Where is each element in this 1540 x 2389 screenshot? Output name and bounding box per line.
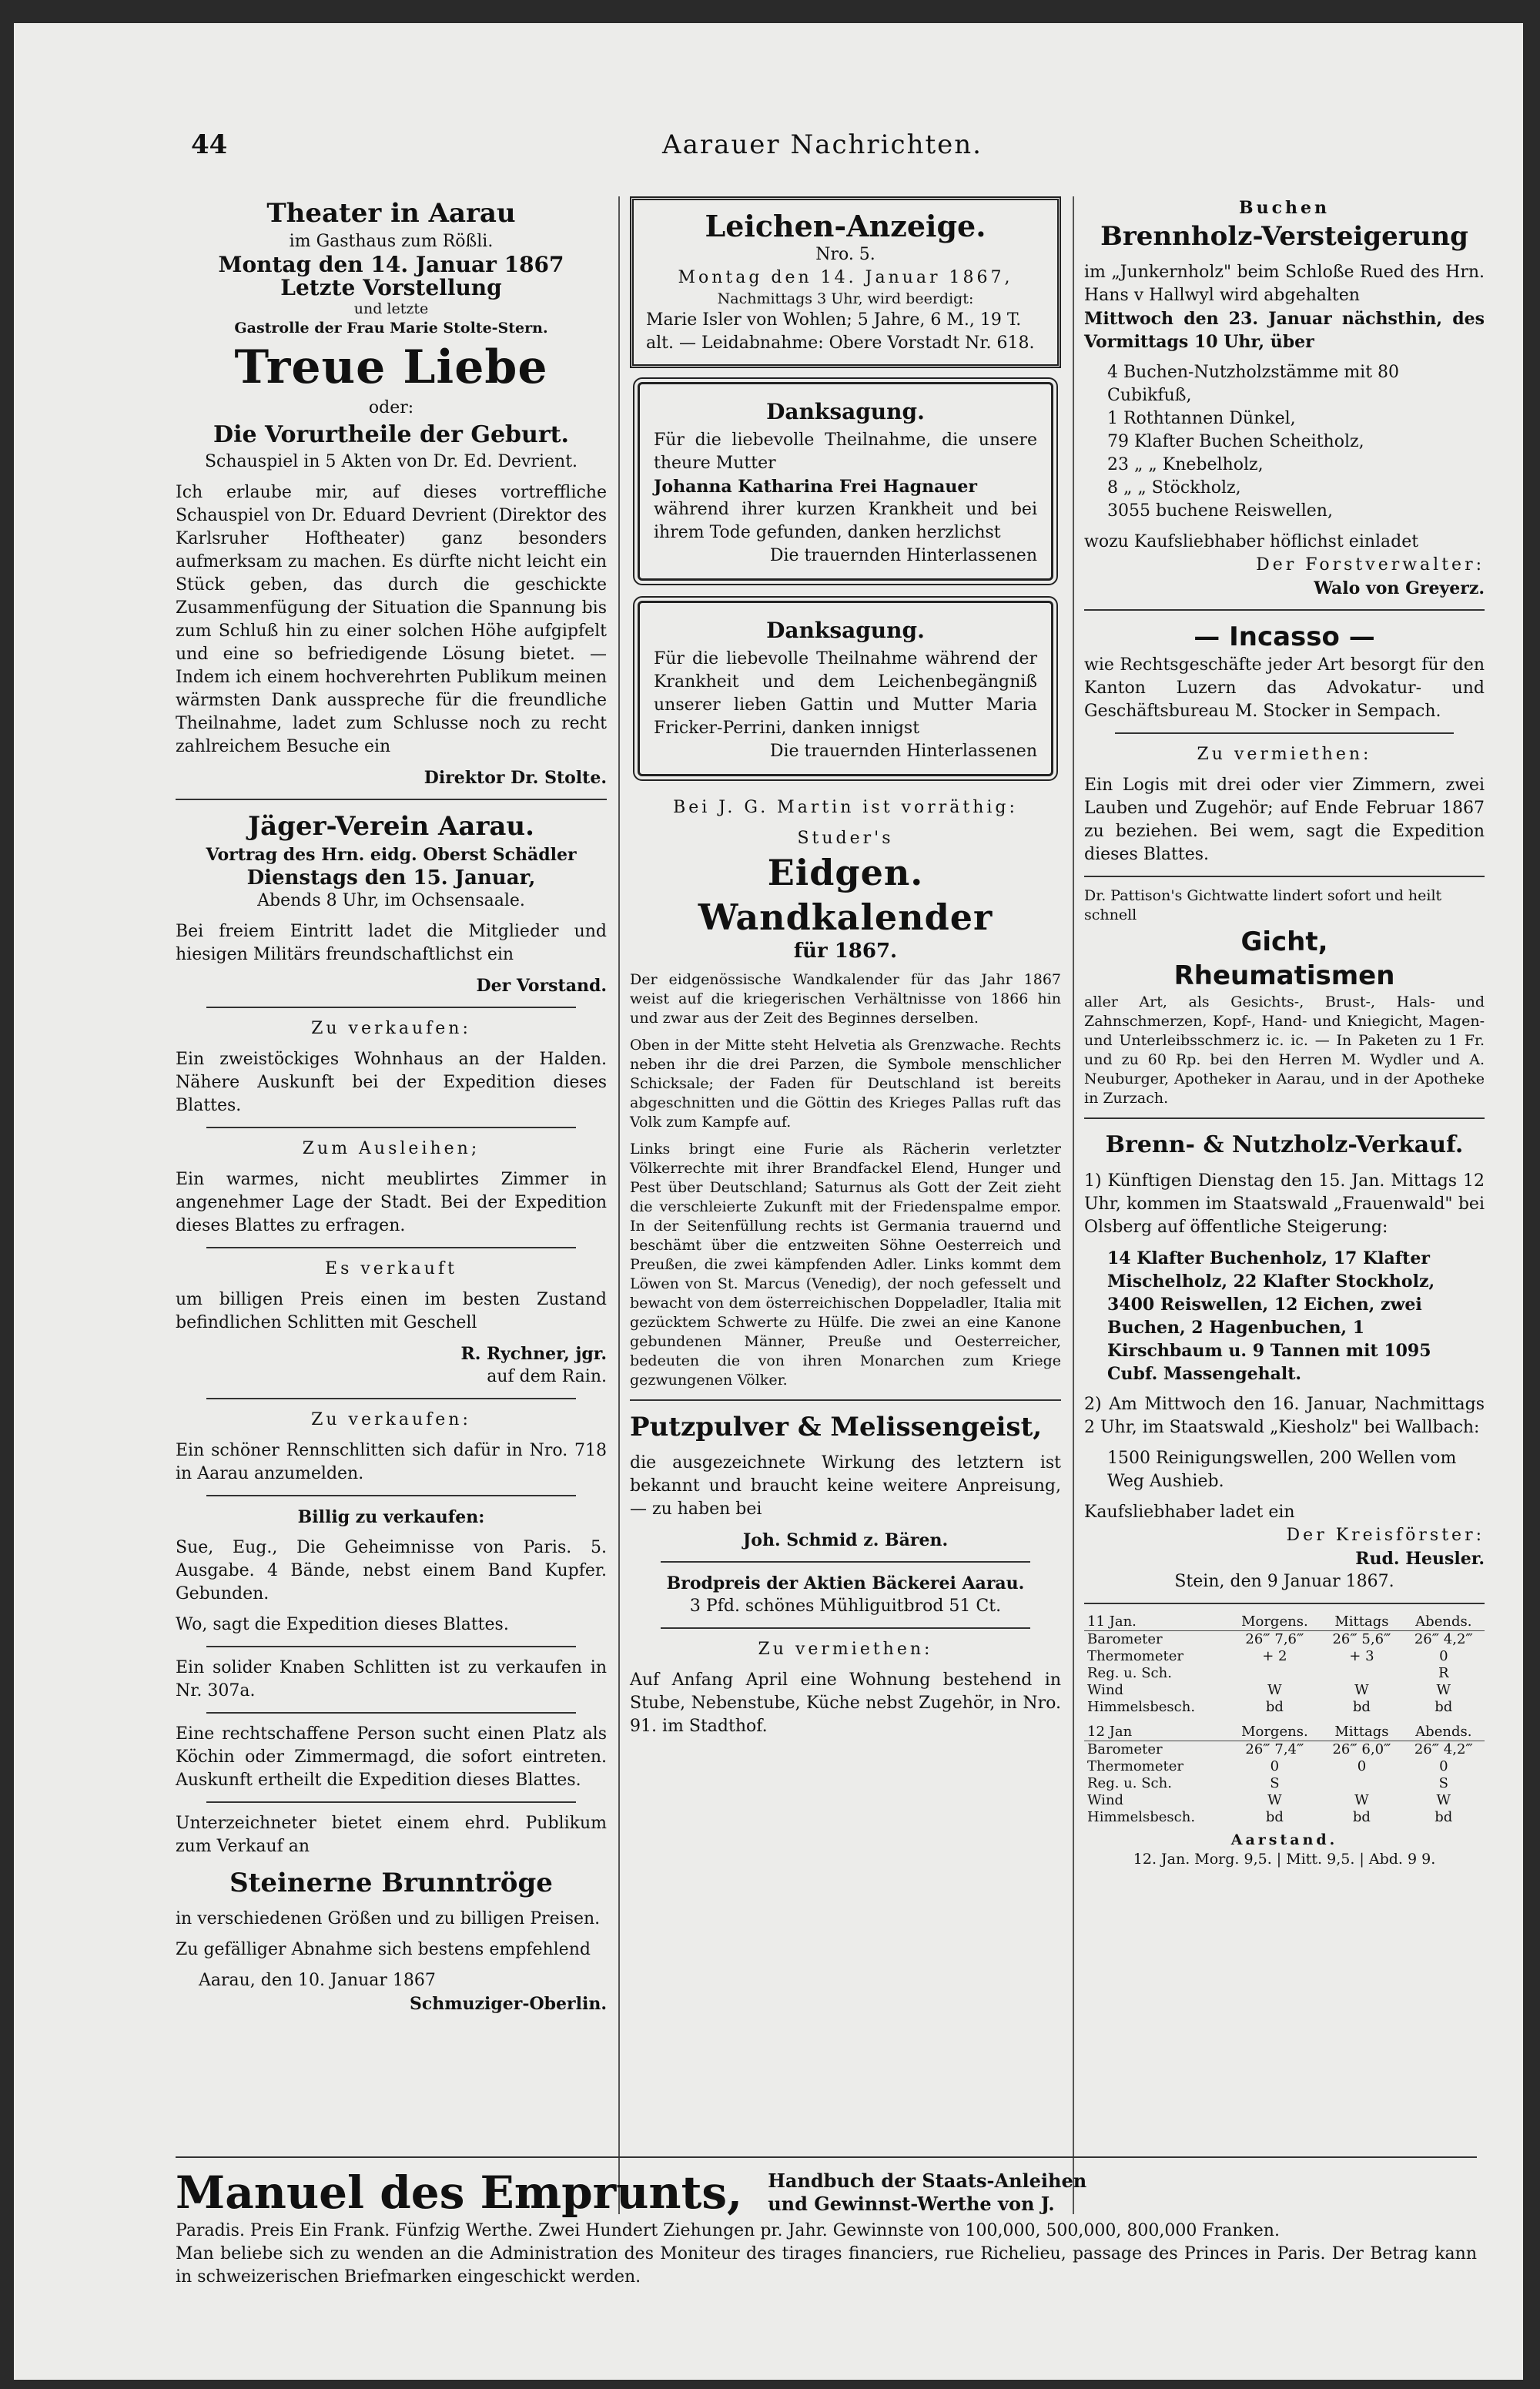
weather-value: 26‴ 6,0‴ [1332,1741,1391,1757]
sale3-text: Ein schöner Rennschlitten sich dafür in Nro. 718 in Aarau anzumelden. [176,1441,607,1483]
bread-heading: Brodpreis der Aktien Bäckerei Aarau. [666,1573,1025,1593]
sale4-where: Wo, sagt die Expedition dieses Blattes. [176,1615,509,1634]
page-header [168,123,1477,169]
calendar-text-1: Der eidgenössische Wandkalender für das Jahr 1867 weist auf die kriegerischen Verhältnisse von 1866 hin und zwar aus der Zeit des Beginnes derselben. [630,971,1061,1027]
thanks2-text: Für die liebevolle Theilnahme während der Krankheit und dem Leichenbegängniß unserer lieben Gattin und Mutter Maria Fricker-Perrini, danken innigst [654,649,1037,738]
rent-text: Auf Anfang April eine Wohnung bestehend in Stube, Nebenstube, Küche nebst Zugehör, in Nro. 91. im Stadthof. [630,1670,1061,1736]
weather-row [1084,1682,1485,1699]
weather-row [1084,1741,1485,1759]
theater-title: Theater in Aarau [266,198,516,229]
theater-signature: Direktor Dr. Stolte. [424,768,607,788]
thanks1-text-2: während ihrer kurzen Krankheit und bei ihrem Tode gefunden, danken herzlichst [654,500,1037,542]
death-notice [630,196,1061,368]
weather-value: bd [1352,1809,1371,1825]
calendar-text-2: Oben in der Mitte steht Helvetia als Grenzwache. Rechts neben ihr die drei Parzen, die Symbole menschlicher Schicksale; der Faden für Deutschland ist bereits abgeschnitten und die Göttin des Krieges Pallas ruft das Volk zum Kampfe auf. [630,1037,1061,1131]
weather-label: Reg. u. Sch. [1087,1665,1172,1681]
weather-value: W [1267,1682,1282,1698]
weather-col-head: Abends. [1415,1724,1472,1740]
theater-ad [176,196,607,474]
theater-and: und letzte [353,300,429,317]
wood-item: 1 Rothtannen Dünkel, [1107,409,1296,428]
thanks1-signature: Die trauernden Hinterlassenen [769,546,1037,565]
divider [206,1398,576,1399]
wood-title: Brennholz-Versteigerung [1100,221,1468,252]
emprunts-text-1: Paradis. Preis Ein Frank. Fünfzig Werthe. Zwei Hundert Ziehungen pr. Jahr. Gewinnste von 100,000, 500,000, 800,000 Franken. [176,2221,1280,2240]
divider [1115,732,1454,734]
weather-value: 0 [1439,1758,1448,1774]
wood-signature-role: Der Forstverwalter: [1256,555,1485,575]
weather-value: S [1438,1775,1448,1791]
nutz-text-1: 1) Künftigen Dienstag den 15. Jan. Mittags 12 Uhr, kommen im Staatswald „Frauenwald" bei Olsberg auf öffentliche Steigerung: [1084,1171,1485,1237]
jaeger-time: Abends 8 Uhr, im Ochsensaale. [257,891,525,910]
weather-value [1321,1665,1402,1682]
divider [1084,1603,1485,1604]
weather-value: + 3 [1349,1648,1374,1664]
weather-label: Himmelsbesch. [1087,1699,1196,1715]
weather-col-head: Morgens. [1241,1613,1308,1630]
bread-text: 3 Pfd. schönes Mühliguitbrod 51 Ct. [689,1597,1002,1616]
weather-value: W [1354,1682,1369,1698]
sale2-signature-place: auf dem Rain. [487,1367,607,1386]
putz-title: Putzpulver & Melissengeist, [630,1412,1043,1442]
weather-label: Thermometer [1087,1648,1183,1664]
divider [206,1127,576,1128]
death-number: Nro. 5. [815,245,875,264]
weather-value: 26‴ 4,2‴ [1414,1741,1473,1757]
weather-label: Wind [1087,1792,1124,1808]
jaeger-signature: Der Vorstand. [476,976,607,996]
well-intro: Unterzeichneter bietet einem ehrd. Publikum zum Verkauf an [176,1814,607,1856]
calendar-text-3: Links bringt eine Furie als Rächerin verletzter Völkerrechte mit ihrer Brandfackel Elend, Hunger und Pest über Deutschland; Saturnus als Gott der Zeit zieht die verschleierte Zukunft mit der Friedenspalme empor. In der Seitenfüllung rechts ist Germania trauernd und beschämt über die entzweiten Söhne Oesterreich und Preußen, die zwei kämpfenden Adler. Links kommt dem Löwen von St. Marcus (Venedig), der noch gefesselt und bewacht von dem österreichischen Doppeladler, Italia mit gezücktem Schwerte zu Hülfe. Die zwei an eine Kanone gebundenen Männer, Preuße und Oesterreicher, bedeuten die von ihren Monarchen zum Kriege gezwungenen Völker. [630,1141,1061,1389]
calendar-year: für 1867. [793,940,898,963]
column-rule-left [618,196,620,2214]
gicht-title: Gicht, [1240,926,1328,957]
play-title: Treue Liebe [234,340,548,394]
death-name: Marie Isler von Wohlen; 5 Jahre, 6 M., 19 T. alt. — Leidabnahme: Obere Vorstadt Nr. 618. [646,310,1035,353]
play-subtitle: Die Vorurtheile der Geburt. [213,421,569,448]
job-text: Eine rechtschaffene Person sucht einen Platz als Köchin oder Zimmermagd, die sofort eintreten. Auskunft ertheilt die Expedition dieses Blattes. [176,1724,607,1790]
wood-text: im „Junkernholz" beim Schloße Rued des Hrn. Hans v Hallwyl wird abgehalten [1084,263,1485,305]
calendar-author: Studer's [797,829,894,848]
weather-row [1084,1758,1485,1775]
weather-value: 26‴ 4,2‴ [1414,1631,1473,1647]
rent3-heading: Zu vermiethen: [1197,745,1372,764]
divider [176,799,607,800]
gicht-intro: Dr. Pattison's Gichtwatte lindert sofort und heilt schnell [1084,887,1442,923]
weather-value: S [1270,1775,1280,1791]
weather-label: Himmelsbesch. [1087,1809,1196,1825]
putz-text: die ausgezeichnete Wirkung des letztern ist bekannt und braucht keine weitere Anpreisung, — zu haben bei [630,1453,1061,1519]
wood-signature: Walo von Greyerz. [1314,578,1485,598]
rent-heading: Zu vermiethen: [758,1640,933,1659]
weather-value: bd [1435,1809,1453,1825]
thanks1-title: Danksagung. [766,399,925,424]
nutz-text-2: 2) Am Mittwoch den 16. Januar, Nachmittags 2 Uhr, im Staatswald „Kiesholz" bei Wallbach: [1084,1395,1485,1437]
death-title: Leichen-Anzeige. [705,209,986,243]
jaeger-text: Bei freiem Eintritt ladet die Mitglieder und hiesigen Militärs freundschaftlichst ein [176,922,607,964]
weather-col-head: Abends. [1415,1613,1472,1630]
lend-text: Ein warmes, nicht meublirtes Zimmer in angenehmer Lage der Stadt. Bei der Expedition dieses Blattes zu erfragen. [176,1170,607,1235]
thanks2-title: Danksagung. [766,618,925,643]
sale1-heading: Zu verkaufen: [311,1019,471,1038]
thanks1-text: Für die liebevolle Theilnahme, die unsere theure Mutter [654,431,1037,473]
emprunts-side-line-2: und Gewinnst-Werthe von J. [768,2193,1055,2215]
wood-item: 23 „ „ Knebelholz, [1107,455,1264,474]
wood-end: wozu Kaufsliebhaber höflichst einladet [1084,532,1419,551]
gicht-title-2: Rheumatismen [1173,960,1395,991]
sale4-heading: Billig zu verkaufen: [297,1507,485,1527]
nutz-end: Kaufsliebhaber ladet ein [1084,1503,1295,1522]
newspaper-sheet [14,23,1523,2380]
weather-row [1084,1631,1485,1649]
nutz-items-2: 1500 Reinigungswellen, 200 Wellen vom Weg Aushieb. [1107,1449,1457,1491]
sale5-text: Ein solider Knaben Schlitten ist zu verkaufen in Nr. 307a. [176,1658,607,1700]
column-2 [630,196,1061,1746]
nutz-signature: Rud. Heusler. [1355,1549,1485,1569]
weather-value: bd [1352,1699,1371,1715]
calendar-intro: Bei J. G. Martin ist vorräthig: [673,798,1018,817]
incasso-text: wie Rechtsgeschäfte jeder Art besorgt für den Kanton Luzern das Advokatur- und Geschäftsbureau M. Stocker in Sempach. [1084,655,1485,721]
weather-row [1084,1775,1485,1792]
theater-guest: Gastrolle der Frau Marie Stolte-Stern. [234,320,548,337]
wood-items [1084,361,1485,523]
death-date: Montag den 14. Januar 1867, [678,268,1013,287]
wood-pre-title: Buchen [1239,198,1330,218]
jaeger-ad [176,809,607,913]
theater-last: Letzte Vorstellung [280,275,502,300]
incasso-title: — Incasso — [1194,622,1375,652]
divider [206,1007,576,1008]
play-or: oder: [368,398,414,417]
divider [661,1561,1030,1563]
weather-day: 11 Jan. [1087,1613,1137,1630]
wood-item: 3055 buchene Reiswellen, [1107,501,1333,521]
weather-label: Thermometer [1087,1758,1183,1774]
weather-value: bd [1265,1809,1284,1825]
sale3-heading: Zu verkaufen: [311,1410,471,1429]
weather-col-head: Mittags [1334,1724,1389,1740]
weather-value: 0 [1357,1758,1367,1774]
weather-table-2 [1084,1724,1485,1826]
nutz-place: Stein, den 9 Januar 1867. [1174,1572,1394,1591]
weather-value: 0 [1270,1758,1280,1774]
thanks2-signature: Die trauernden Hinterlassenen [769,742,1037,761]
wood-item: 4 Buchen-Nutzholzstämme mit 80 Cubikfuß, [1107,363,1400,405]
weather-label: Barometer [1087,1631,1163,1647]
divider [206,1247,576,1248]
wood-item: 8 „ „ Stöckholz, [1107,478,1241,498]
emprunts-title: Manuel des Emprunts, [176,2166,743,2219]
weather-value: R [1438,1665,1449,1681]
sale2-heading: Es verkauft [325,1259,457,1278]
sale1-text: Ein zweistöckiges Wohnhaus an der Halden. Nähere Auskunft bei der Expedition dieses Blattes. [176,1050,607,1115]
divider [661,1627,1030,1629]
divider [630,1399,1061,1401]
divider [206,1712,576,1714]
weather-value: W [1354,1792,1369,1808]
thanks-notice-2 [638,601,1053,776]
gicht-text: aller Art, als Gesichts-, Brust-, Hals- und Zahnschmerzen, Kopf-, Hand- und Kniegicht, Magen- und Unterleibsschmerz ic. ic. — In Paketen zu 1 Fr. und zu 60 Rp. bei den Herren M. Wydler und A. Neuburger, Apotheker in Aarau, und in der Apotheke in Zurzach. [1084,993,1485,1107]
weather-value: bd [1265,1699,1284,1715]
divider [1084,1117,1485,1119]
weather-label: Wind [1087,1682,1124,1698]
weather-value [1228,1665,1321,1682]
weather-value: + 2 [1262,1648,1287,1664]
thanks1-name: Johanna Katharina Frei Hagnauer [654,477,977,497]
well-place: Aarau, den 10. Januar 1867 [199,1971,436,1990]
weather-value: 0 [1439,1648,1448,1664]
weather-value: W [1436,1792,1451,1808]
divider [206,1495,576,1496]
weather-value: bd [1435,1699,1453,1715]
weather-row [1084,1699,1485,1716]
sale4-text: Sue, Eug., Die Geheimnisse von Paris. 5. Ausgabe. 4 Bände, nebst einem Band Kupfer. Gebunden. [176,1538,607,1603]
rent3-text: Ein Logis mit drei oder vier Zimmern, zwei Lauben und Zugehör; auf Ende Februar 1867 zu beziehen. Bei wem, sagt die Expedition dieses Blattes. [1084,776,1485,864]
divider [1084,609,1485,611]
weather-row [1084,1665,1485,1682]
weather-col-head: Morgens. [1241,1724,1308,1740]
lend-heading: Zum Ausleihen; [302,1139,480,1158]
weather-value: W [1436,1682,1451,1698]
theater-date: Montag den 14. Januar 1867 [218,252,564,277]
emprunts-side [768,2170,1086,2216]
column-3 [1084,196,1485,1869]
thanks-notice-1 [638,382,1053,581]
aarstand-values: 12. Jan. Morg. 9,5. | Mitt. 9,5. | Abd. 9 9. [1133,1851,1436,1868]
wood-item: 79 Klafter Buchen Scheitholz, [1107,432,1364,451]
nutz-signature-role: Der Kreisförster: [1286,1526,1485,1545]
weather-value: W [1267,1792,1282,1808]
well-text-2: Zu gefälliger Abnahme sich bestens empfehlend [176,1940,591,1959]
weather-value: 26‴ 7,4‴ [1245,1741,1304,1757]
weather-label: Barometer [1087,1741,1163,1757]
weather-table-1 [1084,1613,1485,1716]
weather-col-head: Mittags [1334,1613,1389,1630]
nutz-items: 14 Klafter Buchenholz, 17 Klafter Mischelholz, 22 Klafter Stockholz, 3400 Reiswellen, 12 Eichen, zwei Buchen, 2 Hagenbuchen, 1 Kirschbaum u. 9 Tannen mit 1095 Cubf. Massengehalt. [1107,1248,1435,1384]
play-genre: Schauspiel in 5 Akten von Dr. Ed. Devrient. [204,452,578,471]
weather-label: Reg. u. Sch. [1087,1775,1172,1791]
divider [206,1646,576,1647]
masthead-title: Aarauer Nachrichten. [662,129,983,160]
emprunts-text-2: Man beliebe sich zu wenden an die Administration des Moniteur des tirages financiers, rue Richelieu, passage des Princes in Paris. Der Betrag kann in schweizerischen Briefmarken eingeschickt werden. [176,2244,1477,2287]
page-number: 44 [191,129,228,160]
bottom-advertisement [176,2156,1477,2289]
weather-row [1084,1809,1485,1826]
sale2-text: um billigen Preis einen im besten Zustand befindlichen Schlitten mit Geschell [176,1290,607,1332]
sale2-signature: R. Rychner, jgr. [460,1344,607,1364]
nutz-title: Brenn- & Nutzholz-Verkauf. [1105,1131,1464,1158]
emprunts-side-line-1: Handbuch der Staats-Anleihen [768,2170,1087,2192]
column-rule-right [1073,196,1074,2214]
weather-row [1084,1648,1485,1665]
weather-day: 12 Jan [1087,1724,1133,1740]
newspaper-page [168,123,1485,2287]
jaeger-talk: Vortrag des Hrn. eidg. Oberst Schädler [206,845,577,865]
well-text: in verschiedenen Größen und zu billigen Preisen. [176,1909,601,1928]
divider [206,1801,576,1803]
aarstand-label: Aarstand. [1230,1831,1338,1848]
calendar-title: Eidgen. Wandkalender [698,852,993,938]
weather-row [1084,1792,1485,1809]
putz-signature: Joh. Schmid z. Bären. [742,1530,949,1550]
theater-venue: im Gasthaus zum Rößli. [289,232,494,251]
weather-value: 26‴ 5,6‴ [1332,1631,1391,1647]
death-time: Nachmittags 3 Uhr, wird beerdigt: [717,290,974,307]
column-1 [176,196,607,2015]
theater-text: Ich erlaube mir, auf dieses vortreffliche Schauspiel von Dr. Eduard Devrient (Direktor des Karlsruher Hoftheater) ganz besonders aufmerksam zu machen. Es dürfte nicht leicht ein Stück geben, das durch die geschickte Zusammenfügung der Situation die Spannung bis zum Schluß hin zu einer solchen Höhe aufgipfelt und eine so befriedigende Lösung bietet. — Indem ich einem hochverehrten Publikum meinen wärmsten Dank ausspreche für die freundliche Theilnahme, ladet zum Schlusse noch zu recht zahlreichem Besuche ein [176,483,607,756]
weather-value: 26‴ 7,6‴ [1245,1631,1304,1647]
well-title: Steinerne Brunntröge [229,1868,553,1898]
weather-value [1321,1775,1402,1792]
jaeger-title: Jäger-Verein Aarau. [248,811,534,842]
jaeger-date: Dienstags den 15. Januar, [246,866,536,890]
wood-date: Mittwoch den 23. Januar nächsthin, des Vormittags 10 Uhr, über [1084,309,1485,352]
divider [1084,876,1485,877]
well-signature: Schmuziger-Oberlin. [409,1994,607,2014]
